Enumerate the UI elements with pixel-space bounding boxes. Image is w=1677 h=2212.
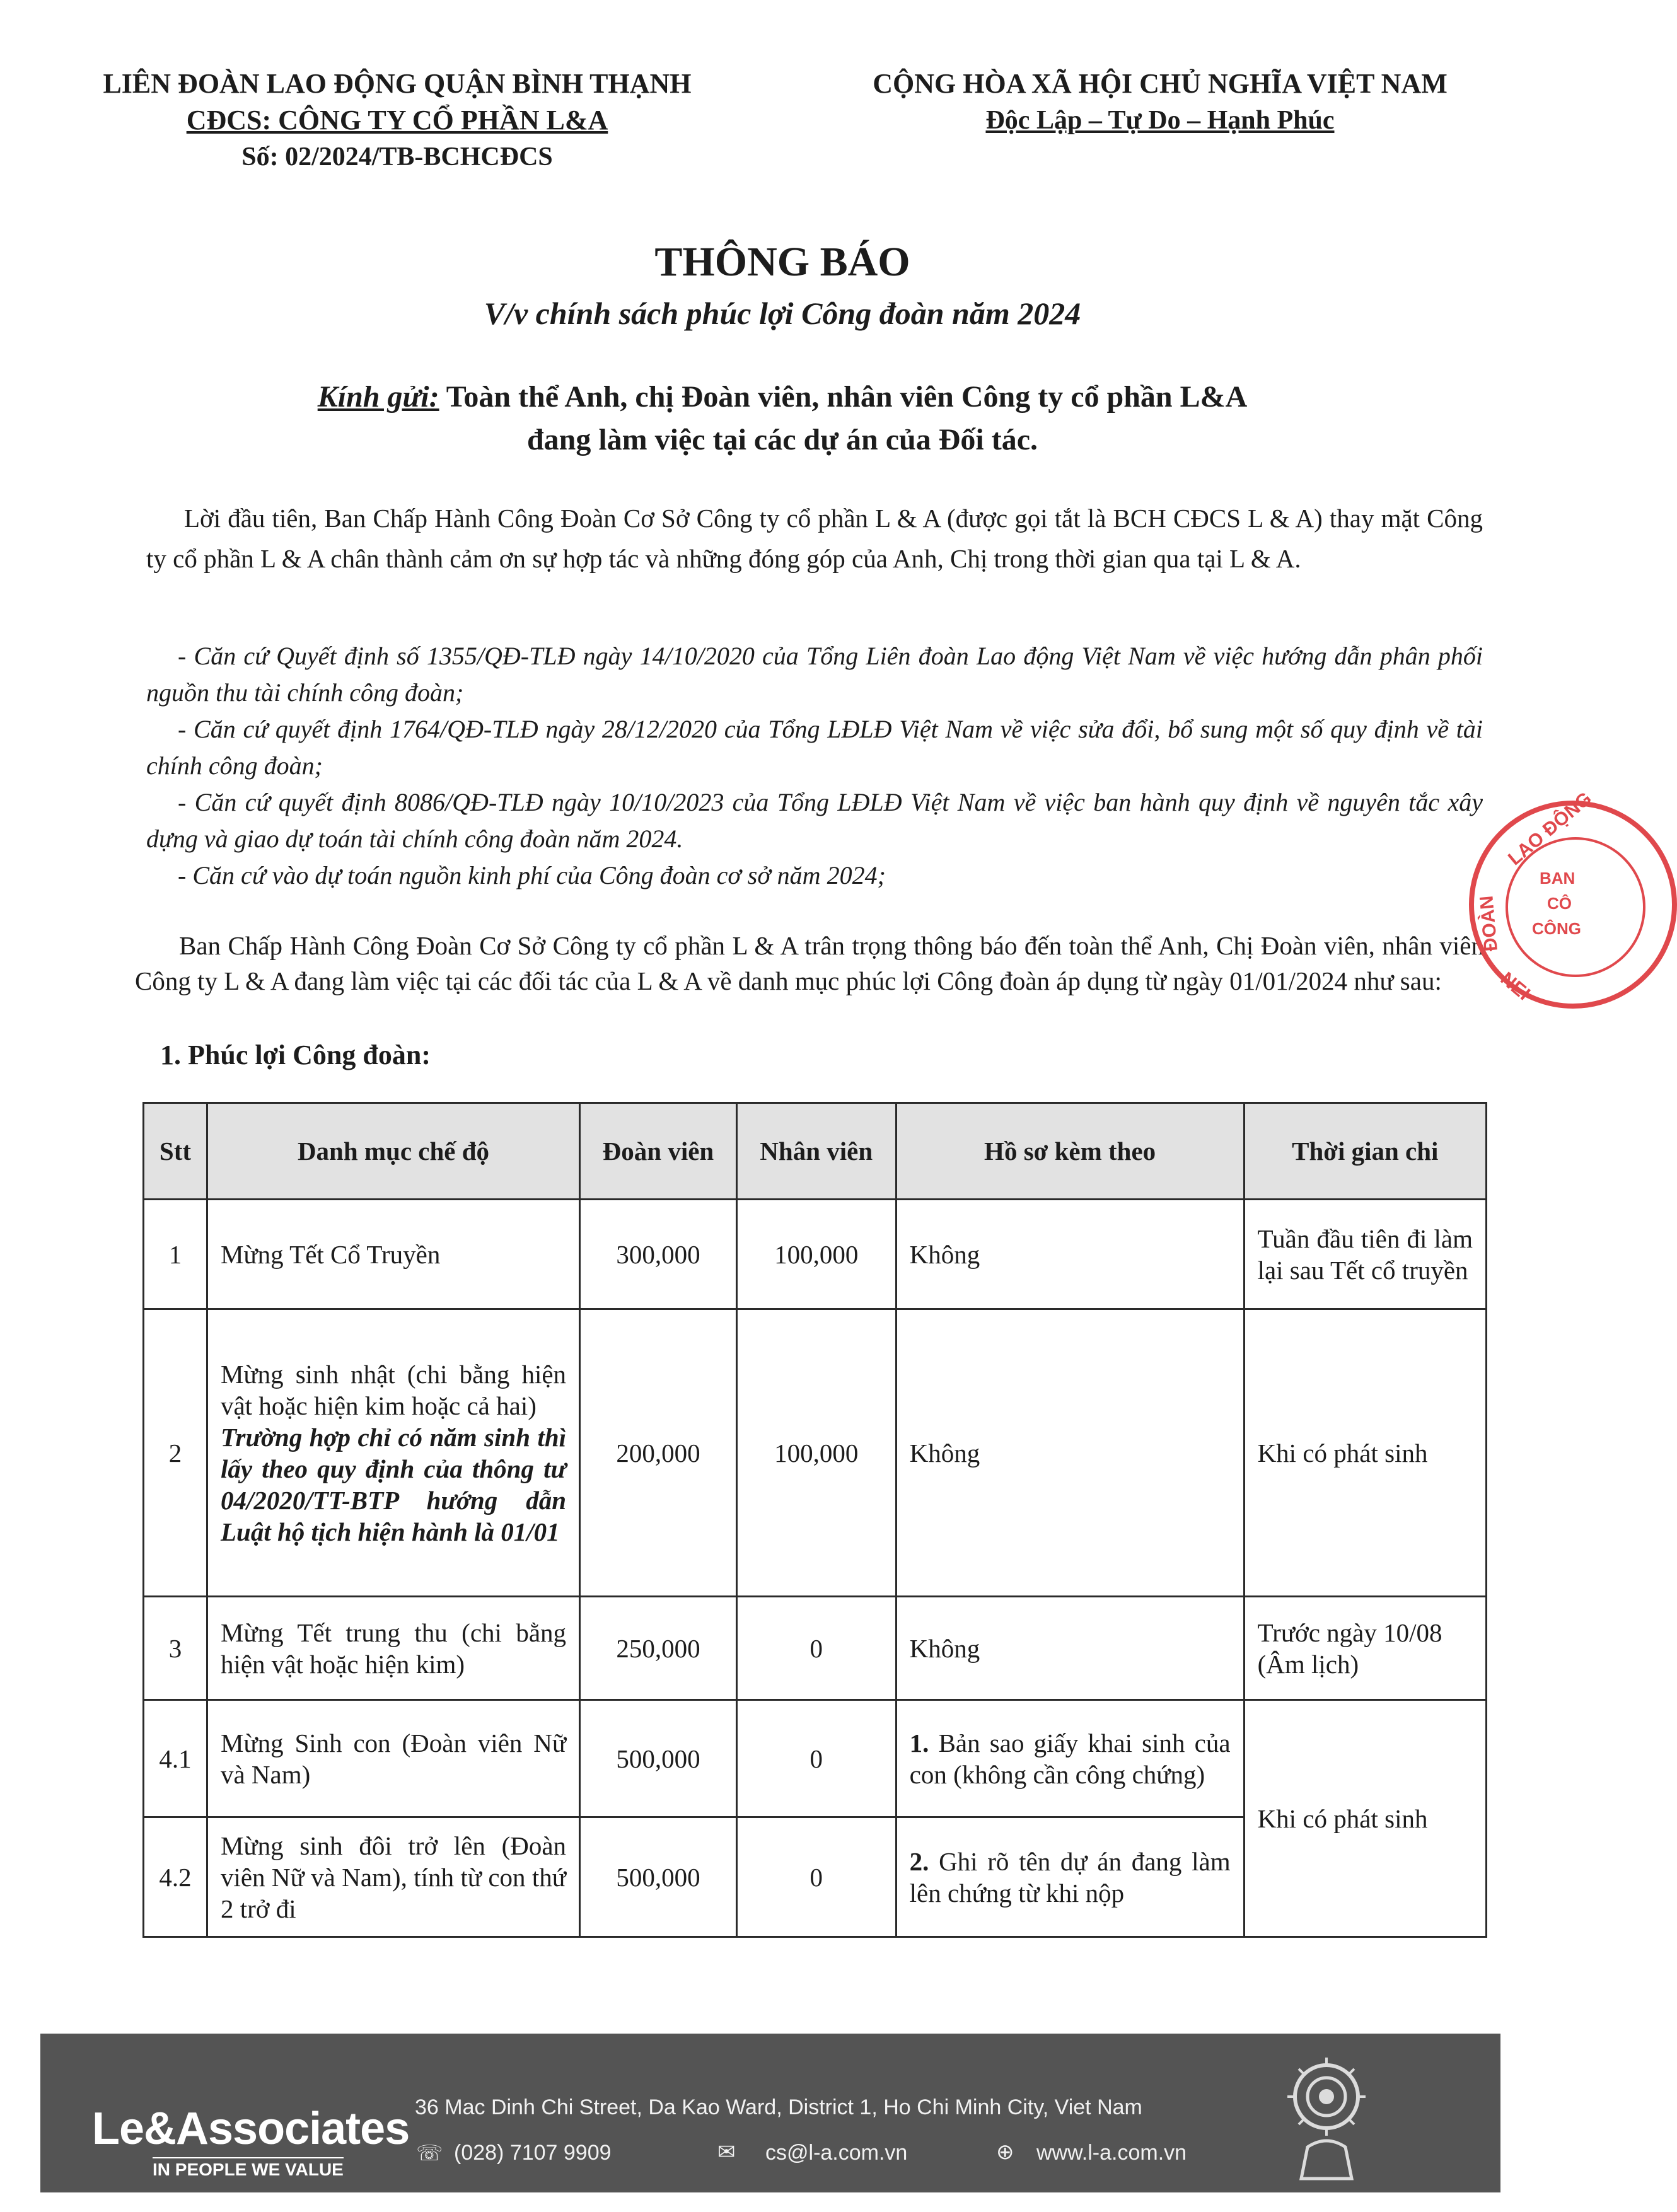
cell-category xyxy=(207,1309,579,1597)
cell-category: Mừng Tết trung thu (chi bằng hiện vật hoặc hiện kim) xyxy=(207,1597,579,1700)
cell-category: Mừng Sinh con (Đoàn viên Nữ và Nam) xyxy=(207,1700,579,1817)
stamp-text-center-3: CÔNG xyxy=(1532,919,1581,938)
section-heading: 1. Phúc lợi Công đoàn: xyxy=(160,1039,431,1070)
stamp-text-bottom: NEI xyxy=(1496,968,1535,1005)
intro-paragraph: Lời đầu tiên, Ban Chấp Hành Công Đoàn Cơ Sở Công ty cổ phần L & A (được gọi tắt là BCH CĐCS L & A) thay mặt Công ty cổ phần L & A chân thành cảm ơn sự hợp tác và những đóng góp của Anh, Chị trong thời gian qua tại L & A. xyxy=(146,504,1483,573)
cell-documents xyxy=(896,1700,1244,1817)
company-phone: (028) 7107 9909 xyxy=(454,2141,612,2165)
legal-bases xyxy=(146,638,1483,894)
cell-member-amount: 500,000 xyxy=(580,1817,737,1937)
stamp-text-center-1: BAN xyxy=(1540,869,1575,888)
cell-member-amount: 500,000 xyxy=(580,1700,737,1817)
company-emblem-icon xyxy=(1282,2053,1371,2185)
table-row xyxy=(144,1700,1487,1817)
header-left xyxy=(82,66,712,175)
national-motto: Độc Lập – Tự Do – Hạnh Phúc xyxy=(985,106,1335,135)
cell-stt: 1 xyxy=(144,1200,207,1309)
table-row xyxy=(144,1597,1487,1700)
cell-employee-amount: 100,000 xyxy=(736,1200,896,1309)
cell-category: Mừng Tết Cổ Truyền xyxy=(207,1200,579,1309)
globe-icon: ⊕ xyxy=(996,2140,1014,2164)
stamp-text-center-2: CÔ xyxy=(1547,894,1572,913)
cell-member-amount: 250,000 xyxy=(580,1597,737,1700)
basis-item: - Căn cứ Quyết định số 1355/QĐ-TLĐ ngày 14/10/2020 của Tổng Liên đoàn Lao động Việt Nam về việc hướng dẫn phân phối nguồn thu tài chính công đoàn; xyxy=(146,642,1483,707)
company-footer xyxy=(40,2034,1500,2192)
doc-item-number: 2. xyxy=(909,1846,929,1876)
document-subtitle: V/v chính sách phúc lợi Công đoàn năm 2024 xyxy=(484,296,1081,331)
header-right xyxy=(820,66,1500,139)
announcement-paragraph: Ban Chấp Hành Công Đoàn Cơ Sở Công ty cổ phần L & A trân trọng thông báo đến toàn thể Anh, Chị Đoàn viên, nhân viên Công ty L & A đang làm việc tại các đối tác của L & A về danh mục phúc lợi Công đoàn áp dụng từ ngày 01/01/2024 như sau: xyxy=(135,931,1484,995)
cell-member-amount: 200,000 xyxy=(580,1309,737,1597)
doc-item-number: 1. xyxy=(909,1728,929,1757)
col-header-category: Danh mục chế độ xyxy=(207,1103,579,1200)
cell-payment-time: Khi có phát sinh xyxy=(1244,1700,1486,1937)
recipient xyxy=(0,376,1565,461)
cell-member-amount: 300,000 xyxy=(580,1200,737,1309)
recipient-line1: Toàn thể Anh, chị Đoàn viên, nhân viên Công ty cổ phần L&A xyxy=(446,380,1248,414)
national-title: CỘNG HÒA XÃ HỘI CHỦ NGHĨA VIỆT NAM xyxy=(873,68,1448,99)
union-name: LIÊN ĐOÀN LAO ĐỘNG QUẬN BÌNH THẠNH xyxy=(103,68,692,99)
cell-documents xyxy=(896,1817,1244,1937)
cell-category: Mừng sinh đôi trở lên (Đoàn viên Nữ và Nam), tính từ con thứ 2 trở đi xyxy=(207,1817,579,1937)
cell-documents: Không xyxy=(896,1309,1244,1597)
doc-item-text: Ghi rõ tên dự án đang làm lên chứng từ khi nộp xyxy=(909,1846,1231,1908)
document-number: Số: 02/2024/TB-BCHCĐCS xyxy=(241,142,553,171)
email-icon: ✉ xyxy=(717,2140,736,2164)
cell-stt: 2 xyxy=(144,1309,207,1597)
cell-employee-amount: 100,000 xyxy=(736,1309,896,1597)
official-stamp xyxy=(1469,788,1677,1009)
recipient-label: Kính gửi: xyxy=(317,380,439,414)
table-header-row xyxy=(144,1103,1487,1200)
company-slogan: IN PEOPLE WE VALUE xyxy=(153,2157,344,2180)
col-header-employee: Nhân viên xyxy=(736,1103,896,1200)
cell-employee-amount: 0 xyxy=(736,1597,896,1700)
grassroots-union: CĐCS: CÔNG TY CỔ PHẦN L&A xyxy=(186,105,608,136)
cell-stt: 4.2 xyxy=(144,1817,207,1937)
cell-stt: 4.1 xyxy=(144,1700,207,1817)
table-row xyxy=(144,1309,1487,1597)
company-logo: Le&Associates xyxy=(92,2104,410,2154)
cell-payment-time: Trước ngày 10/08 (Âm lịch) xyxy=(1244,1597,1486,1700)
cell-payment-time: Tuần đầu tiên đi làm lại sau Tết cổ truyền xyxy=(1244,1200,1486,1309)
cell-documents: Không xyxy=(896,1200,1244,1309)
stamp-text-left: ĐOÀN xyxy=(1476,895,1502,953)
company-address: 36 Mac Dinh Chi Street, Da Kao Ward, District 1, Ho Chi Minh City, Viet Nam xyxy=(415,2095,1142,2119)
cell-employee-amount: 0 xyxy=(736,1700,896,1817)
col-header-documents: Hồ sơ kèm theo xyxy=(896,1103,1244,1200)
basis-item: - Căn cứ quyết định 1764/QĐ-TLĐ ngày 28/12/2020 của Tổng LĐLĐ Việt Nam về việc sửa đổi, bổ sung một số quy định về tài chính công đoàn; xyxy=(146,715,1483,780)
basis-item: - Căn cứ quyết định 8086/QĐ-TLĐ ngày 10/10/2023 của Tổng LĐLĐ Việt Nam về việc ban hành quy định về nguyên tắc xây dựng và giao dự toán tài chính công đoàn năm 2024. xyxy=(146,788,1483,853)
benefits-table xyxy=(142,1102,1487,1938)
category-text: Mừng sinh nhật (chi bằng hiện vật hoặc hiện kim hoặc cả hai) xyxy=(220,1359,567,1420)
col-header-payment-time: Thời gian chi xyxy=(1244,1103,1486,1200)
company-website: www.l-a.com.vn xyxy=(1036,2141,1187,2165)
category-note: Trường hợp chỉ có năm sinh thì lấy theo quy định của thông tư 04/2020/TT-BTP hướng dẫn Luật hộ tịch hiện hành là 01/01 xyxy=(220,1422,567,1546)
cell-documents: Không xyxy=(896,1597,1244,1700)
stamp-text-top: LAO ĐỘNG xyxy=(1504,788,1596,870)
phone-icon: ☏ xyxy=(416,2141,443,2165)
table-row xyxy=(144,1200,1487,1309)
col-header-stt: Stt xyxy=(144,1103,207,1200)
cell-stt: 3 xyxy=(144,1597,207,1700)
company-email: cs@l-a.com.vn xyxy=(765,2141,908,2165)
document-title: THÔNG BÁO xyxy=(654,239,910,285)
col-header-member: Đoàn viên xyxy=(580,1103,737,1200)
recipient-line2: đang làm việc tại các dự án của Đối tác. xyxy=(526,423,1038,456)
cell-employee-amount: 0 xyxy=(736,1817,896,1937)
basis-item: - Căn cứ vào dự toán nguồn kinh phí của Công đoàn cơ sở năm 2024; xyxy=(178,861,886,889)
doc-item-text: Bản sao giấy khai sinh của con (không cần công chứng) xyxy=(909,1728,1231,1789)
cell-payment-time: Khi có phát sinh xyxy=(1244,1309,1486,1597)
